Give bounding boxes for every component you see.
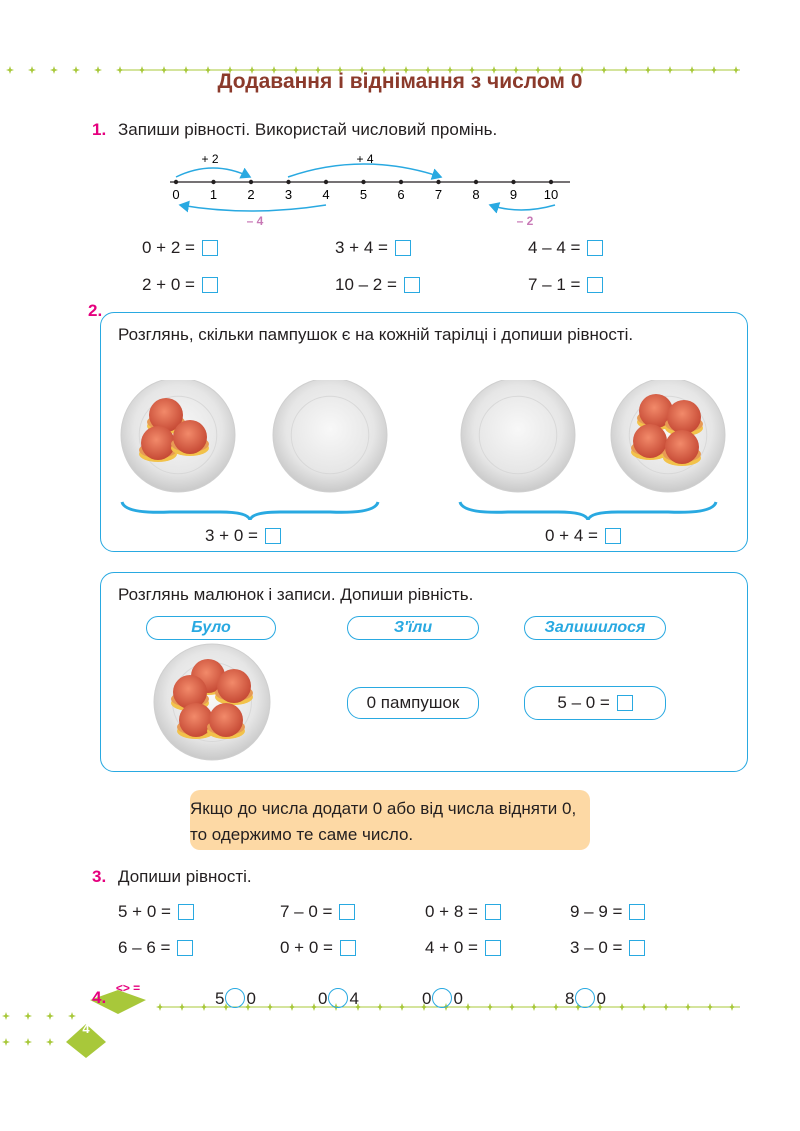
task3-eq-1: 5 + 0 =	[118, 902, 194, 922]
page-title: Додавання і віднімання з числом 0	[217, 70, 583, 93]
answer-box[interactable]	[177, 940, 193, 956]
compare-symbols-icon: <> =	[115, 981, 141, 995]
number-line-point	[436, 180, 440, 184]
number-line-tick-label: 9	[509, 187, 518, 202]
number-line-point	[511, 180, 515, 184]
number-line-tick-label: 0	[172, 187, 180, 202]
answer-box[interactable]	[605, 528, 621, 544]
number-line-point	[474, 180, 478, 184]
answer-box[interactable]	[395, 240, 411, 256]
task2-number: 2.	[88, 301, 103, 320]
plate-five-donuts	[150, 642, 275, 762]
answer-box[interactable]	[617, 695, 633, 711]
compare-circle[interactable]	[328, 988, 348, 1008]
task4-cmp-1: 5 0	[215, 989, 256, 1008]
plates-illustration	[100, 380, 748, 520]
star-icon	[288, 1003, 296, 1011]
star-icon	[46, 1012, 54, 1020]
arc-minus-2-label: – 2	[516, 214, 534, 228]
label-left: Залишилося	[524, 616, 666, 640]
compare-circle[interactable]	[432, 988, 452, 1008]
plate-icon	[611, 380, 725, 492]
label-was: Було	[146, 616, 276, 640]
answer-box[interactable]	[178, 904, 194, 920]
answer-box[interactable]	[485, 940, 501, 956]
star-icon	[200, 1003, 208, 1011]
task1-eq-5: 10 – 2 =	[335, 275, 420, 295]
star-icon	[266, 1003, 274, 1011]
number-line-tick-label: 8	[472, 187, 480, 202]
ate-value: 0 пампушок	[347, 687, 479, 719]
task4-number: 4.	[92, 988, 107, 1007]
arc-plus-2-label: + 2	[201, 152, 219, 166]
star-icon	[530, 1003, 538, 1011]
plate-icon	[273, 380, 387, 492]
answer-box[interactable]	[340, 940, 356, 956]
task1-number: 1.	[92, 120, 107, 139]
answer-box[interactable]	[339, 904, 355, 920]
star-icon	[552, 1003, 560, 1011]
donut-icon	[173, 675, 207, 709]
number-line-tick-label: 5	[359, 187, 368, 202]
answer-box[interactable]	[404, 277, 420, 293]
donut-icon	[217, 669, 251, 703]
arc-minus-4-label: – 4	[246, 214, 264, 228]
star-icon	[68, 1012, 76, 1020]
answer-box[interactable]	[587, 277, 603, 293]
rule-line-1: Якщо до числа додати 0 або від числа відняти 0,	[190, 799, 577, 818]
task3-eq-6: 0 + 0 =	[280, 938, 356, 958]
task3-eq-4: 9 – 9 =	[570, 902, 645, 922]
number-line-point	[286, 180, 290, 184]
arc-minus-4	[180, 205, 326, 211]
donut-icon	[667, 400, 701, 434]
star-icon	[376, 1003, 384, 1011]
compare-circle[interactable]	[575, 988, 595, 1008]
donut-icon	[209, 703, 243, 737]
task4-cmp-2: 0 4	[318, 989, 359, 1008]
star-icon	[2, 1038, 10, 1046]
star-icon	[24, 1038, 32, 1046]
star-icon	[640, 1003, 648, 1011]
star-icon	[156, 1003, 164, 1011]
task1-eq-6: 7 – 1 =	[528, 275, 603, 295]
task4-cmp-4: 8 0	[565, 989, 606, 1008]
task4-cmp-3: 0 0	[422, 989, 463, 1008]
donut-icon	[141, 426, 175, 460]
star-icon	[46, 1038, 54, 1046]
left-equation: 5 – 0 =	[524, 686, 666, 720]
bottom-star-border	[0, 990, 800, 1070]
number-line-point	[361, 180, 365, 184]
donut-icon	[173, 420, 207, 454]
task1-text: Запиши рівності. Використай числовий промінь.	[118, 120, 498, 139]
star-icon	[618, 1003, 626, 1011]
number-line-tick-label: 10	[543, 187, 559, 202]
number-line-tick-label: 3	[284, 187, 293, 202]
number-line-tick-label: 1	[209, 187, 218, 202]
star-icon	[2, 1012, 10, 1020]
answer-box[interactable]	[629, 940, 645, 956]
number-line-point	[211, 180, 215, 184]
task3-eq-5: 6 – 6 =	[118, 938, 193, 958]
answer-box[interactable]	[202, 240, 218, 256]
number-line-point	[549, 180, 553, 184]
answer-box[interactable]	[265, 528, 281, 544]
number-line-tick-label: 2	[247, 187, 255, 202]
donut-icon	[665, 430, 699, 464]
number-line-point	[174, 180, 178, 184]
task3-eq-2: 7 – 0 =	[280, 902, 355, 922]
page-number: 4	[82, 1021, 90, 1036]
number-line	[160, 145, 590, 235]
star-icon	[310, 1003, 318, 1011]
task2-panel1-text: Розглянь, скільки пампушок є на кожній тарілці і допиши рівності.	[118, 325, 634, 344]
star-icon	[508, 1003, 516, 1011]
answer-box[interactable]	[202, 277, 218, 293]
star-icon	[24, 1012, 32, 1020]
rule-line-2: то одержимо те саме число.	[190, 825, 414, 844]
task1-eq-1: 0 + 2 =	[142, 238, 218, 258]
task2-panel2-text: Розглянь малюнок і записи. Допиши рівність.	[118, 585, 474, 604]
task2-eq-right: 0 + 4 =	[545, 526, 621, 546]
star-icon	[684, 1003, 692, 1011]
star-icon	[398, 1003, 406, 1011]
task3-eq-7: 4 + 0 =	[425, 938, 501, 958]
brace-left	[122, 502, 378, 520]
number-line-tick-label: 6	[397, 187, 405, 202]
star-icon	[178, 1003, 186, 1011]
star-icon	[486, 1003, 494, 1011]
number-line-point	[249, 180, 253, 184]
task2-eq-left: 3 + 0 =	[205, 526, 281, 546]
task3-text: Допиши рівності.	[118, 867, 252, 886]
task3-eq-3: 0 + 8 =	[425, 902, 501, 922]
task1-eq-4: 2 + 0 =	[142, 275, 218, 295]
star-icon	[706, 1003, 714, 1011]
task3-number: 3.	[92, 867, 107, 886]
arc-plus-4-label: + 4	[356, 152, 374, 166]
star-icon	[728, 1003, 736, 1011]
number-line-point	[324, 180, 328, 184]
task1-eq-3: 4 – 4 =	[528, 238, 603, 258]
rule-note	[190, 790, 590, 850]
star-icon	[662, 1003, 670, 1011]
label-ate: З'їли	[347, 616, 479, 640]
task3-eq-8: 3 – 0 =	[570, 938, 645, 958]
number-line-point	[399, 180, 403, 184]
donut-icon	[633, 424, 667, 458]
arc-minus-2	[490, 205, 555, 210]
number-line-tick-label: 7	[434, 187, 443, 202]
answer-box[interactable]	[629, 904, 645, 920]
task1-eq-2: 3 + 4 =	[335, 238, 411, 258]
plate-icon	[461, 380, 575, 492]
answer-box[interactable]	[485, 904, 501, 920]
compare-circle[interactable]	[225, 988, 245, 1008]
brace-right	[460, 502, 716, 520]
star-icon	[464, 1003, 472, 1011]
number-line-tick-label: 4	[322, 187, 330, 202]
arc-plus-2	[176, 168, 250, 177]
answer-box[interactable]	[587, 240, 603, 256]
